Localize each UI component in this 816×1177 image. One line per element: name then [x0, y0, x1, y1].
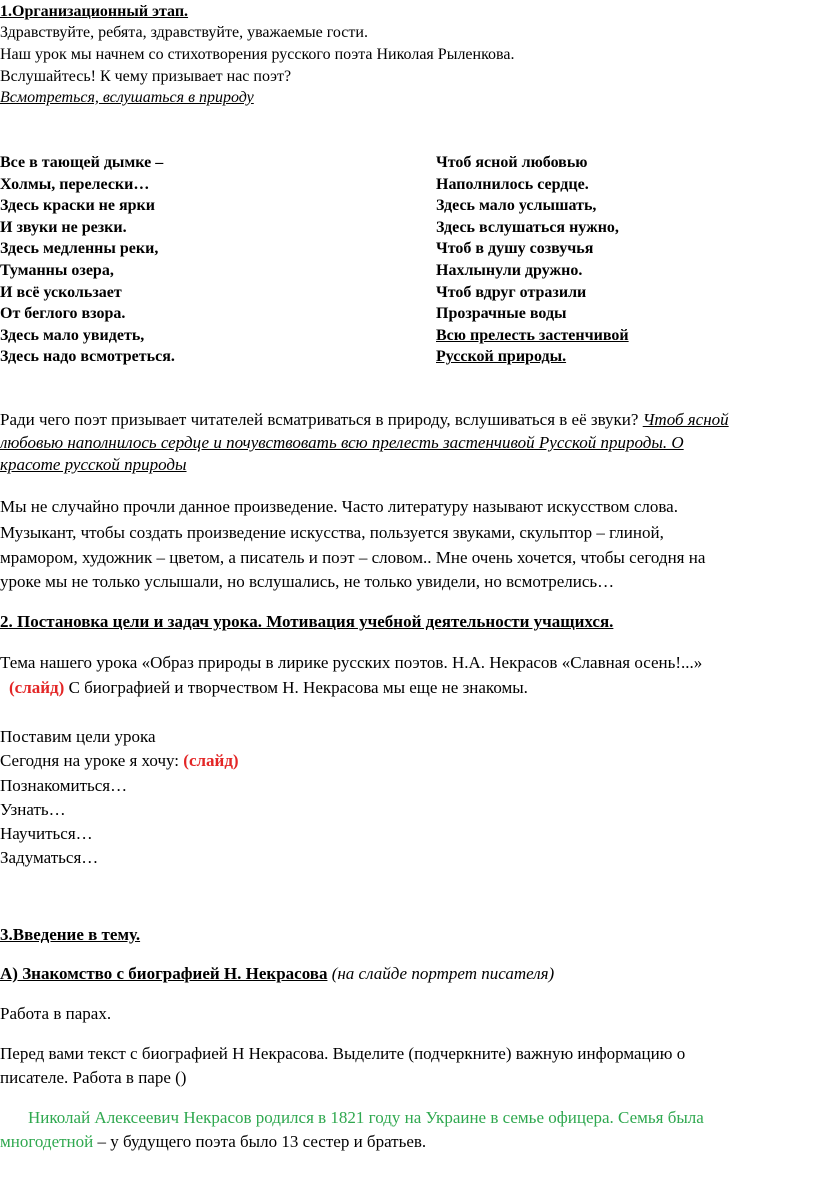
section-heading-2: 2. Постановка цели и задач урока. Мотивация учебной деятельности учащихся.: [0, 612, 614, 631]
poem-right-column: [436, 152, 629, 368]
bio-text: – у будущего поэта было 13 сестер и братьев.: [93, 1132, 427, 1151]
answer-line: Всмотреться, вслушаться в природу: [0, 89, 254, 106]
poem-line: Здесь надо всмотреться.: [0, 348, 175, 366]
poem-line: Здесь мало услышать,: [436, 197, 597, 215]
bio-line-2: [0, 1132, 426, 1152]
bio-highlight: многодетной: [0, 1132, 94, 1151]
subheading-line: [0, 964, 554, 984]
answer-line: красоте русской природы: [0, 455, 187, 474]
poem-line: Русской природы.: [436, 348, 567, 366]
poem-line: Чтоб в душу созвучья: [436, 240, 594, 258]
paragraph-line: Мы не случайно прочли данное произведение. Часто литературу называют искусством слова.: [0, 497, 678, 516]
goal-item: Познакомиться…: [0, 776, 128, 795]
slide-marker: (слайд): [183, 751, 239, 770]
slide-marker: (слайд): [9, 678, 65, 697]
poem-line: Чтоб ясной любовью: [436, 154, 588, 171]
poem-line: Здесь краски не ярки: [0, 197, 155, 215]
poem-line: Все в тающей дымке –: [0, 154, 164, 171]
goal-item: Узнать…: [0, 800, 66, 819]
poem-line: Холмы, перелески…: [0, 175, 150, 193]
poem-line: И всё ускользает: [0, 283, 122, 301]
poem-line: Здесь мало увидеть,: [0, 326, 145, 344]
answer-line: любовью наполнилось сердце и почувствовать всю прелесть застенчивой Русской природы. О: [0, 433, 684, 452]
poem-left-column: [0, 152, 175, 368]
goal-item: Научиться…: [0, 824, 93, 843]
poem-line: От беглого взора.: [0, 305, 126, 323]
poem-line: И звуки не резки.: [0, 218, 127, 236]
subheading-note: (на слайде портрет писателя): [327, 964, 555, 983]
text-line: Работа в парах.: [0, 1004, 112, 1023]
task-line: Перед вами текст с биографией Н Некрасова. Выделите (подчеркните) важную информацию о: [0, 1044, 686, 1063]
question-line: [0, 410, 729, 430]
want-line: [0, 751, 239, 771]
poem-line: Чтоб вдруг отразили: [436, 283, 587, 301]
text-line: Здравствуйте, ребята, здравствуйте, уважаемые гости.: [0, 24, 368, 41]
poem-line: Здесь медленны реки,: [0, 240, 159, 258]
section-heading-1: 1.Организационный этап.: [0, 3, 189, 20]
goals-line: Поставим цели урока: [0, 727, 156, 746]
topic-line-2: [9, 678, 528, 698]
want-text: Сегодня на уроке я хочу:: [0, 751, 184, 770]
task-line: писателе. Работа в паре (): [0, 1068, 187, 1087]
poem-line: Здесь вслушаться нужно,: [436, 218, 619, 236]
paragraph-line: мрамором, художник – цветом, а писатель и поэт – словом.. Мне очень хочется, чтобы сегодня на: [0, 548, 706, 567]
question-text: Ради чего поэт призывает читателей всматриваться в природу, вслушиваться в её звуки?: [0, 410, 643, 429]
topic-text: С биографией и творчеством Н. Некрасова мы еще не знакомы.: [64, 678, 528, 697]
poem-line: Прозрачные воды: [436, 305, 567, 323]
poem-line: Наполнилось сердце.: [436, 175, 589, 193]
section-heading-3: 3.Введение в тему.: [0, 925, 141, 944]
paragraph-line: уроке мы не только услышали, но вслушались, не только увидели, но всмотрелись…: [0, 572, 615, 591]
answer-text: Чтоб ясной: [642, 410, 729, 429]
poem-line: Туманны озера,: [0, 261, 114, 279]
bio-line: Николай Алексеевич Некрасов родился в 1821 году на Украине в семье офицера. Семья была: [28, 1108, 704, 1127]
subheading: А) Знакомство с биографией Н. Некрасова: [0, 964, 328, 983]
goal-item: Задуматься…: [0, 848, 99, 867]
text-line: Вслушайтесь! К чему призывает нас поэт?: [0, 68, 292, 85]
poem-line: Всю прелесть застенчивой: [436, 326, 629, 344]
text-line: Наш урок мы начнем со стихотворения русского поэта Николая Рыленкова.: [0, 46, 515, 63]
paragraph-line: Музыкант, чтобы создать произведение искусства, пользуется звуками, скульптор – глиной,: [0, 523, 664, 542]
poem-line: Нахлынули дружно.: [436, 261, 583, 279]
topic-line: Тема нашего урока «Образ природы в лирике русских поэтов. Н.А. Некрасов «Славная осень!...»: [0, 653, 703, 672]
